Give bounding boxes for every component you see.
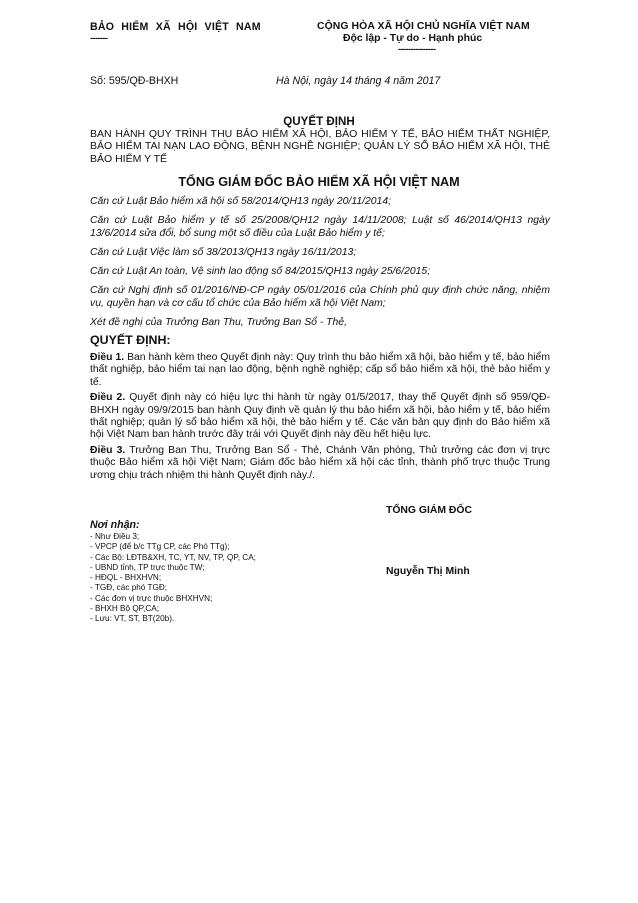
article-text: Ban hành kèm theo Quyết định này: Quy trình thu bảo hiểm xã hội, bảo hiểm y tế, bảo hiểm thất nghiệp, bảo hiểm tai nạn lao động, bệnh nghề nghiệp; cấp sổ bảo hiểm xã hội, thẻ bảo hiểm y tế. [90,352,550,388]
place-date: Hà Nội, ngày 14 tháng 4 năm 2017 [276,75,441,87]
issuing-authority: TỔNG GIÁM ĐỐC BẢO HIỂM XÃ HỘI VIỆT NAM [178,175,460,189]
organization-name: BẢO HIỂM XÃ HỘI VIỆT NAM [90,21,261,33]
legal-basis-item: Căn cứ Luật Bảo hiểm xã hội số 58/2014/QH13 ngày 20/11/2014; [90,196,391,207]
legal-basis-item: Căn cứ Luật An toàn, Vệ sinh lao động số 84/2015/QH13 ngày 25/6/2015; [90,266,431,277]
recipient-item: - BHXH Bộ QP,CA; [90,604,160,614]
recipients-heading: Nơi nhận: [90,519,140,531]
article-text: Quyết định này có hiệu lực thi hành từ ngày 01/5/2017, thay thế Quyết định số 959/QĐ-BHXH ngày 09/9/2015 ban hành Quy định về quản lý thu bảo hiểm xã hội, bảo hiểm y tế, bảo hiểm thất nghiệp; quản lý sổ bảo hiểm xã hội, thẻ bảo hiểm y tế. Các văn bản quy định do Bảo hiểm xã hội Việt Nam ban hành trước đây trái với Quyết định này đều hết hiệu lực. [90,392,550,441]
national-motto: Độc lập - Tự do - Hạnh phúc [343,33,483,44]
organization-underline: ------- [90,33,108,43]
signer-title: TỔNG GIÁM ĐỐC [386,505,473,516]
article-2 [90,392,550,442]
decides-heading: QUYẾT ĐỊNH: [90,333,171,347]
legal-basis-item: Căn cứ Nghị định số 01/2016/NĐ-CP ngày 05/01/2016 của Chính phủ quy định chức năng, nhiệm vụ, quyền hạn và cơ cấu tổ chức của Bảo hiểm xã hội Việt Nam; [90,285,550,309]
motto-underline: --------------- [398,44,436,54]
article-label: Điều 3. [90,444,126,456]
recipient-item: - Các Bộ: LĐTB&XH, TC, YT, NV, TP, QP, CA; [90,552,256,562]
article-label: Điều 2. [90,392,126,404]
recipient-item: - HĐQL - BHXHVN; [90,573,162,583]
article-text: Trưởng Ban Thu, Trưởng Ban Sổ - Thẻ, Chánh Văn phòng, Thủ trưởng các đơn vị trực thuộc Bảo hiểm xã hội Việt Nam; Giám đốc bảo hiểm xã hội các tỉnh, thành phố trực thuộc Trung ương chịu trách nhiệm thi hành Quyết định này./. [90,444,550,481]
recipient-item: - Lưu: VT, ST, BT(20b). [90,614,175,624]
legal-basis-item: Căn cứ Luật Việc làm số 38/2013/QH13 ngày 16/11/2013; [90,247,357,258]
document-subtitle: BAN HÀNH QUY TRÌNH THU BẢO HIỂM XÃ HỘI, BẢO HIỂM Y TẾ, BẢO HIỂM THẤT NGHIỆP, BẢO HIỂM TAI NẠN LAO ĐỘNG, BỆNH NGHỀ NGHIỆP; QUẢN LÝ SỔ BẢO HIỂM XÃ HỘI, THẺ BẢO HIỂM Y TẾ [90,128,550,165]
article-3 [90,445,550,482]
legal-basis-item: Xét đề nghị của Trưởng Ban Thu, Trưởng Ban Sổ - Thẻ, [90,317,347,328]
nation-name: CỘNG HÒA XÃ HỘI CHỦ NGHĨA VIỆT NAM [317,21,530,32]
recipient-item: - Các đơn vị trực thuộc BHXHVN; [90,593,213,603]
recipient-item: - UBND tỉnh, TP trực thuộc TW; [90,562,205,572]
document-number: Số: 595/QĐ-BHXH [90,75,179,87]
articles [90,352,550,485]
legal-basis-item: Căn cứ Luật Bảo hiểm y tế số 25/2008/QH12 ngày 14/11/2008; Luật số 46/2014/QH13 ngày 13/6/2014 sửa đổi, bổ sung một số điều của Luật Bảo hiểm y tế; [90,215,550,239]
recipients-list [90,532,256,625]
signer-name: Nguyễn Thị Minh [386,566,470,577]
recipient-item: - Như Điều 3; [90,532,140,541]
document-title: QUYẾT ĐỊNH [283,115,355,128]
article-1 [90,352,550,389]
article-label: Điều 1. [90,352,125,363]
legal-basis [90,195,550,335]
recipient-item: - VPCP (để b/c TTg CP, các Phó TTg); [90,542,230,552]
recipient-item: - TGĐ, các phó TGĐ; [90,583,168,593]
